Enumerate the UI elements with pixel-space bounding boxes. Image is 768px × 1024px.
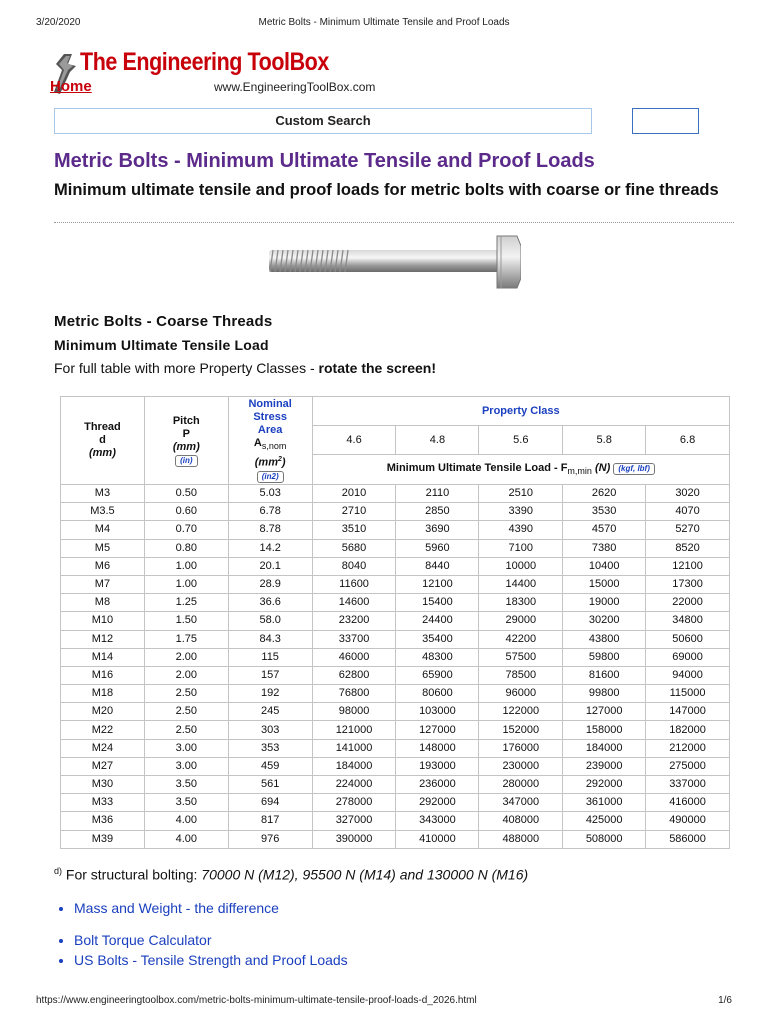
load-cell: 416000	[646, 794, 730, 812]
load-cell: 94000	[646, 666, 730, 684]
class-header: 4.8	[396, 426, 479, 455]
stress-symbol: A	[253, 437, 262, 450]
load-cell: 410000	[396, 830, 479, 848]
stress-header-line: Nominal	[248, 398, 292, 411]
load-cell: 182000	[646, 721, 730, 739]
pitch-cell: 0.60	[144, 503, 228, 521]
load-cell: 115000	[646, 685, 730, 703]
table-row	[61, 666, 730, 684]
load-cell: 50600	[646, 630, 730, 648]
section-heading: Metric Bolts - Coarse Threads	[54, 313, 273, 330]
thread-cell: M3	[61, 485, 145, 503]
load-cell: 280000	[479, 776, 563, 794]
load-cell: 4070	[646, 503, 730, 521]
stress-area-cell: 192	[228, 685, 312, 703]
load-cell: 10400	[563, 557, 646, 575]
pitch-cell: 4.00	[144, 830, 228, 848]
site-logo[interactable]	[44, 46, 374, 102]
rotate-note-text: For full table with more Property Classes -	[54, 360, 319, 376]
load-cell: 158000	[563, 721, 646, 739]
load-cell: 46000	[312, 648, 396, 666]
pitch-cell: 2.50	[144, 685, 228, 703]
thread-cell: M3.5	[61, 503, 145, 521]
thread-cell: M12	[61, 630, 145, 648]
load-subscript: m,min	[567, 466, 592, 477]
stress-area-cell: 8.78	[228, 521, 312, 539]
property-class-header: Property Class	[312, 397, 729, 426]
table-row	[61, 612, 730, 630]
table-row	[61, 830, 730, 848]
load-cell: 99800	[563, 685, 646, 703]
load-cell: 43800	[563, 630, 646, 648]
rotate-note	[54, 360, 436, 376]
load-cell: 278000	[312, 794, 396, 812]
pitch-header-line: Pitch	[172, 414, 200, 427]
load-cell: 390000	[312, 830, 396, 848]
footnote-marker: d)	[54, 866, 63, 876]
load-cell: 3390	[479, 503, 563, 521]
load-cell: 14400	[479, 575, 563, 593]
stress-area-cell: 694	[228, 794, 312, 812]
table-row	[61, 557, 730, 575]
thread-cell: M6	[61, 557, 145, 575]
stress-unit-sup: 2	[277, 456, 282, 464]
stress-header-line: Area	[257, 424, 283, 437]
print-url: https://www.engineeringtoolbox.com/metric-bolts-minimum-ultimate-tensile-proof-loads-d_2026.html	[36, 995, 477, 1006]
load-cell: 4390	[479, 521, 563, 539]
load-cell: 292000	[396, 794, 479, 812]
load-cell: 19000	[563, 594, 646, 612]
rotate-note-bold: rotate the screen!	[318, 360, 437, 376]
stress-area-cell: 58.0	[228, 612, 312, 630]
load-cell: 425000	[563, 812, 646, 830]
class-header: 4.6	[312, 426, 396, 455]
load-cell: 2010	[312, 485, 396, 503]
stress-area-cell: 6.78	[228, 503, 312, 521]
print-date: 3/20/2020	[36, 17, 81, 28]
list-item	[74, 952, 348, 968]
stress-subscript: s,nom	[261, 441, 287, 452]
thread-header	[61, 397, 145, 485]
load-cell: 224000	[312, 776, 396, 794]
load-cell: 2110	[396, 485, 479, 503]
load-cell: 490000	[646, 812, 730, 830]
stress-area-cell: 976	[228, 830, 312, 848]
table-row	[61, 485, 730, 503]
load-cell: 57500	[479, 648, 563, 666]
stress-area-cell: 245	[228, 703, 312, 721]
load-cell: 8040	[312, 557, 396, 575]
divider	[54, 222, 734, 223]
thread-cell: M36	[61, 812, 145, 830]
table-row	[61, 739, 730, 757]
thread-cell: M10	[61, 612, 145, 630]
stress-area-cell: 817	[228, 812, 312, 830]
table-row	[61, 757, 730, 775]
pitch-cell: 2.50	[144, 703, 228, 721]
load-cell: 7380	[563, 539, 646, 557]
pitch-cell: 2.00	[144, 648, 228, 666]
load-cell: 347000	[479, 794, 563, 812]
pitch-header	[144, 397, 228, 485]
thread-cell: M7	[61, 575, 145, 593]
class-header: 5.8	[563, 426, 646, 455]
load-cell: 42200	[479, 630, 563, 648]
load-cell: 176000	[479, 739, 563, 757]
stress-area-cell: 20.1	[228, 557, 312, 575]
load-cell: 81600	[563, 666, 646, 684]
table-row	[61, 776, 730, 794]
print-header-title: Metric Bolts - Minimum Ultimate Tensile and Proof Loads	[258, 17, 510, 28]
load-cell: 586000	[646, 830, 730, 848]
stress-area-cell: 303	[228, 721, 312, 739]
bolt-image	[265, 230, 521, 294]
thread-cell: M22	[61, 721, 145, 739]
stress-area-cell: 5.03	[228, 485, 312, 503]
load-cell: 76800	[312, 685, 396, 703]
stress-area-cell: 157	[228, 666, 312, 684]
load-cell: 292000	[563, 776, 646, 794]
load-cell: 24400	[396, 612, 479, 630]
load-cell: 148000	[396, 739, 479, 757]
pitch-header-line: P	[182, 427, 190, 440]
load-cell: 29000	[479, 612, 563, 630]
load-cell: 3510	[312, 521, 396, 539]
table-row	[61, 794, 730, 812]
stress-area-cell: 28.9	[228, 575, 312, 593]
load-cell: 8440	[396, 557, 479, 575]
load-cell: 147000	[646, 703, 730, 721]
pitch-cell: 3.00	[144, 757, 228, 775]
table-row	[61, 539, 730, 557]
load-cell: 239000	[563, 757, 646, 775]
stress-unit: (mm	[254, 456, 278, 469]
thread-cell: M16	[61, 666, 145, 684]
pitch-cell: 1.00	[144, 557, 228, 575]
load-cell: 15000	[563, 575, 646, 593]
load-cell: 5270	[646, 521, 730, 539]
load-cell: 22000	[646, 594, 730, 612]
load-header	[312, 455, 729, 485]
tensile-load-table	[60, 396, 730, 849]
load-cell: 3530	[563, 503, 646, 521]
load-cell: 33700	[312, 630, 396, 648]
load-cell: 98000	[312, 703, 396, 721]
pitch-header-line: (mm)	[172, 440, 200, 453]
load-cell: 3020	[646, 485, 730, 503]
load-cell: 236000	[396, 776, 479, 794]
section-subheading: Minimum Ultimate Tensile Load	[54, 337, 269, 353]
thread-cell: M8	[61, 594, 145, 612]
stress-area-cell: 353	[228, 739, 312, 757]
load-cell: 8520	[646, 539, 730, 557]
link-mass-weight[interactable]: Mass and Weight - the difference	[74, 900, 279, 916]
stress-area-cell: 115	[228, 648, 312, 666]
class-header: 6.8	[646, 426, 730, 455]
pitch-cell: 1.50	[144, 612, 228, 630]
thread-cell: M14	[61, 648, 145, 666]
load-cell: 343000	[396, 812, 479, 830]
thread-cell: M5	[61, 539, 145, 557]
table-row	[61, 721, 730, 739]
load-cell: 127000	[396, 721, 479, 739]
home-link[interactable]: Home	[50, 78, 92, 95]
footnote	[54, 866, 528, 883]
table-row	[61, 503, 730, 521]
load-cell: 337000	[646, 776, 730, 794]
pitch-cell: 0.70	[144, 521, 228, 539]
stress-area-cell: 84.3	[228, 630, 312, 648]
stress-area-cell: 36.6	[228, 594, 312, 612]
table-body	[61, 485, 730, 849]
load-cell: 48300	[396, 648, 479, 666]
load-cell: 327000	[312, 812, 396, 830]
list-item	[74, 900, 348, 916]
load-cell: 2510	[479, 485, 563, 503]
thread-cell: M20	[61, 703, 145, 721]
pitch-cell: 1.00	[144, 575, 228, 593]
load-cell: 5680	[312, 539, 396, 557]
table-row	[61, 521, 730, 539]
table-row	[61, 594, 730, 612]
stress-unit-toggle[interactable]: (in2)	[257, 471, 284, 483]
thread-cell: M30	[61, 776, 145, 794]
thread-header-line: (mm)	[88, 447, 116, 459]
pitch-cell: 3.50	[144, 794, 228, 812]
search-label: Custom Search	[275, 113, 371, 128]
thread-cell: M18	[61, 685, 145, 703]
load-cell: 59800	[563, 648, 646, 666]
load-cell: 508000	[563, 830, 646, 848]
thread-cell: M27	[61, 757, 145, 775]
load-cell: 488000	[479, 830, 563, 848]
pitch-cell: 3.00	[144, 739, 228, 757]
table-row	[61, 575, 730, 593]
thread-cell: M4	[61, 521, 145, 539]
load-cell: 14600	[312, 594, 396, 612]
load-cell: 2710	[312, 503, 396, 521]
pitch-cell: 0.50	[144, 485, 228, 503]
thread-cell: M24	[61, 739, 145, 757]
load-cell: 230000	[479, 757, 563, 775]
table-row	[61, 812, 730, 830]
table-row	[61, 648, 730, 666]
stress-area-cell: 459	[228, 757, 312, 775]
load-cell: 103000	[396, 703, 479, 721]
load-cell: 152000	[479, 721, 563, 739]
footnote-values: 70000 N (M12), 95500 N (M14) and 130000 N (M16)	[201, 866, 529, 883]
load-cell: 11600	[312, 575, 396, 593]
load-unit: (N)	[594, 462, 611, 475]
load-unit-toggle[interactable]: (kgf, lbf)	[613, 463, 655, 475]
load-cell: 4570	[563, 521, 646, 539]
load-cell: 80600	[396, 685, 479, 703]
footnote-text: For structural bolting:	[65, 866, 202, 883]
stress-area-header	[228, 397, 312, 485]
load-cell: 65900	[396, 666, 479, 684]
pitch-cell: 1.75	[144, 630, 228, 648]
thread-header-line: Thread	[84, 421, 121, 433]
load-cell: 12100	[646, 557, 730, 575]
stress-area-cell: 561	[228, 776, 312, 794]
pitch-cell: 4.00	[144, 812, 228, 830]
thread-cell: M33	[61, 794, 145, 812]
pitch-cell: 3.50	[144, 776, 228, 794]
related-links	[74, 900, 348, 968]
table-row	[61, 703, 730, 721]
search-button[interactable]	[632, 108, 699, 134]
load-cell: 15400	[396, 594, 479, 612]
load-cell: 121000	[312, 721, 396, 739]
page-subtitle: Minimum ultimate tensile and proof loads for metric bolts with coarse or fine threads	[54, 181, 719, 199]
load-cell: 23200	[312, 612, 396, 630]
stress-unit-close: )	[281, 456, 286, 469]
page-number: 1/6	[718, 995, 732, 1006]
load-cell: 193000	[396, 757, 479, 775]
load-cell: 34800	[646, 612, 730, 630]
custom-search-box[interactable]	[54, 108, 592, 134]
table-row	[61, 685, 730, 703]
load-cell: 141000	[312, 739, 396, 757]
load-cell: 12100	[396, 575, 479, 593]
load-cell: 2850	[396, 503, 479, 521]
load-cell: 18300	[479, 594, 563, 612]
load-cell: 184000	[563, 739, 646, 757]
load-label: Minimum Ultimate Tensile Load - F	[386, 462, 568, 475]
class-header: 5.6	[479, 426, 563, 455]
load-cell: 78500	[479, 666, 563, 684]
load-cell: 408000	[479, 812, 563, 830]
load-cell: 3690	[396, 521, 479, 539]
list-item	[74, 932, 348, 948]
link-bolt-torque[interactable]: Bolt Torque Calculator	[74, 932, 212, 948]
pitch-cell: 0.80	[144, 539, 228, 557]
load-cell: 361000	[563, 794, 646, 812]
site-url: www.EngineeringToolBox.com	[214, 80, 376, 94]
load-cell: 275000	[646, 757, 730, 775]
load-cell: 96000	[479, 685, 563, 703]
page-title: Metric Bolts - Minimum Ultimate Tensile and Proof Loads	[54, 150, 595, 172]
link-us-bolts[interactable]: US Bolts - Tensile Strength and Proof Loads	[74, 952, 348, 968]
load-cell: 35400	[396, 630, 479, 648]
load-cell: 17300	[646, 575, 730, 593]
pitch-cell: 2.00	[144, 666, 228, 684]
load-cell: 62800	[312, 666, 396, 684]
pitch-unit-toggle[interactable]: (in)	[175, 455, 197, 467]
load-cell: 10000	[479, 557, 563, 575]
load-cell: 7100	[479, 539, 563, 557]
pitch-cell: 1.25	[144, 594, 228, 612]
load-cell: 5960	[396, 539, 479, 557]
load-cell: 212000	[646, 739, 730, 757]
logo-title: The Engineering ToolBox	[80, 48, 329, 76]
stress-area-cell: 14.2	[228, 539, 312, 557]
thread-header-line: d	[99, 434, 106, 446]
load-cell: 122000	[479, 703, 563, 721]
load-cell: 30200	[563, 612, 646, 630]
load-cell: 2620	[563, 485, 646, 503]
load-cell: 69000	[646, 648, 730, 666]
thread-cell: M39	[61, 830, 145, 848]
table-row	[61, 630, 730, 648]
load-cell: 184000	[312, 757, 396, 775]
stress-header-line: Stress	[253, 411, 287, 424]
pitch-cell: 2.50	[144, 721, 228, 739]
load-cell: 127000	[563, 703, 646, 721]
